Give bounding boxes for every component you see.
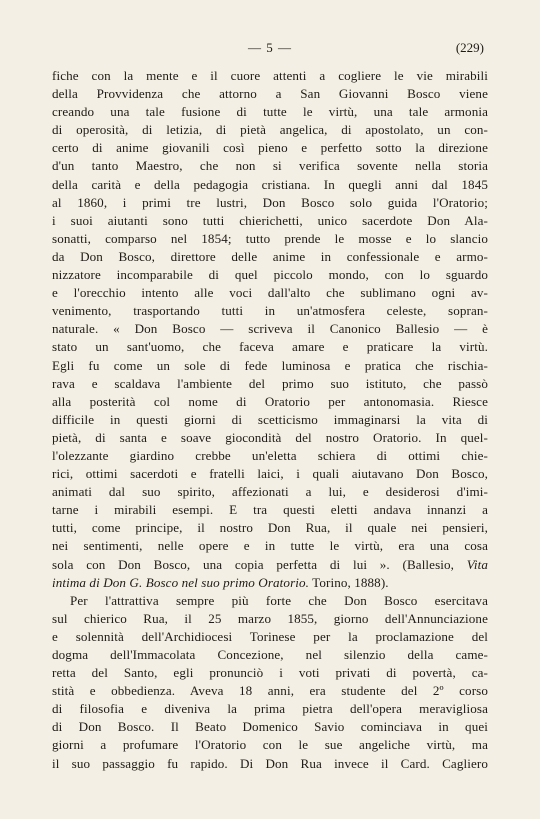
text-line: nei sentimenti, nelle opere e in tutte le virtù, era una cosa [52,538,488,554]
page-number: — 5 — [248,40,292,55]
page-header [0,40,540,60]
text-line: tarne i mirabili esempi. E tra questi eletti andava innanzi a [52,502,488,518]
text-line: al 1860, i primi tre lustri, Don Bosco solo guida l'Oratorio; [52,194,488,210]
text-line: e l'orecchio intento alle voci dall'alto che sublimano ogni av- [52,285,488,301]
text-line: della Provvidenza che attorno a San Giovanni Bosco viene [52,86,488,102]
italic-title: Vita [466,556,488,572]
italic-title: intima di Don G. Bosco nel suo primo Oratorio. [52,574,310,590]
text-line: difficile in questi giorni di scetticismo immaginarsi la vita di [52,411,488,427]
text-line: sul chierico Rua, il 25 marzo 1855, giorno dell'Annunciazione [52,610,488,626]
text-segment: Torino, 1888). [309,574,389,590]
text-line: rava e scaldava l'ambiente del primo suo istituto, che passò [52,375,488,391]
text-line: fiche con la mente e il cuore attenti a cogliere le vie mirabili [52,68,488,83]
text-line: certo di anime giovanili così pieno e perfetto sotto la direzione [52,140,488,156]
text-line: di filosofia e diveniva la prima pietra dell'opera meravigliosa [52,701,488,717]
text-line: da Don Bosco, direttore delle anime in confessionale e armo- [52,248,488,264]
text-line: tutti, come principe, il nostro Don Rua, il quale nei pensieri, [52,520,488,536]
text-line: creando una tale fusione di tutte le virtù, una tale armonia [52,104,488,120]
text-line [52,574,488,592]
text-line: rici, ottimi sacerdoti e fratelli laici, i quali aiutavano Don Bosco, [52,466,488,482]
text-line: di Don Bosco. Il Beato Domenico Savio cominciava in quei [52,719,488,735]
text-line: stità e obbedienza. Aveva 18 anni, era studente del 2º corso [52,683,488,699]
text-line: di operosità, di letizia, di pietà angelica, di apostolato, un con- [52,122,488,138]
text-line: il suo passaggio fu rapido. Di Don Rua invece il Card. Cagliero [52,755,488,771]
text-line: alla posterità col nome di Oratorio per antonomasia. Riesce [52,393,488,409]
text-line: stato un sant'uomo, che faceva amare e praticare la virtù. [52,339,488,355]
text-line: pietà, di santa e soave giocondità del nostro Oratorio. In quel- [52,429,488,445]
text-line: dogma dell'Immacolata Concezione, nel silenzio della came- [52,647,488,662]
text-line: venimento, trasportando tutti in un'atmosfera celeste, sopran- [52,303,488,319]
text-line: sonatti, comparso nel 1854; tutto prende le mosse e lo slancio [52,230,488,246]
text-line: naturale. « Don Bosco — scriveva il Canonico Ballesio — è [52,321,488,337]
text-line: nizzatore incomparabile di quel piccolo mondo, con lo sguardo [52,267,488,283]
text-line: i suoi aiutanti sono tutti chierichetti, unico sacerdote Don Ala- [52,212,488,228]
text-line [52,556,488,574]
text-line: l'olezzante giardino crebbe un'eletta schiera di ottimi chie- [52,447,488,463]
text-line: Egli fu come un sole di fede luminosa e pratica che rischia- [52,357,488,373]
text-line: Per l'attrattiva sempre più forte che Don Bosco esercitava [70,592,488,608]
text-segment: sola con Don Bosco, una copia perfetta di lui ». (Ballesio, [52,556,467,572]
text-line: retta del Santo, egli pronunciò i voti privati di povertà, ca- [52,665,488,681]
page-reference: (229) [455,40,484,55]
text-line: della carità e della pedagogia cristiana. In quegli anni dal 1845 [52,176,488,192]
text-line: d'un tanto Maestro, che non si verifica sovente nella storia [52,158,488,174]
text-line: e solennità dell'Archidiocesi Torinese per la proclamazione del [52,628,488,644]
body-text [52,67,488,773]
text-line: animati dal suo spirito, affezionati a lui, e desiderosi d'imi- [52,484,488,500]
text-line: giorni a profumare l'Oratorio con le sue angeliche virtù, ma [52,737,488,753]
